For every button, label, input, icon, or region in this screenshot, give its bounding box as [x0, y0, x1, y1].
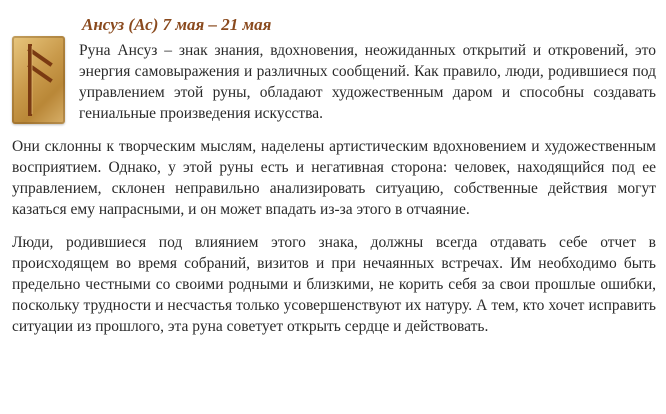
paragraph-3: Люди, родившиеся под влиянием этого знака, должны всегда отдавать себе отчет в происходящем во время собраний, визитов и при нечаянных встречах. Им необходимо быть предельно честными со своими родными и близкими, не корить себя за свои прошлые ошибки, поскольку трудности и несчастья только усовершенствуют их натуру. А тем, кто хочет исправить ситуации из прошлого, эта руна советует открыть сердце и действовать.: [12, 234, 656, 335]
paragraph-1: Руна Ансуз – знак знания, вдохновения, неожиданных открытий и откровений, это энергия самовыражения и различных сообщений. Как правило, люди, родившиеся под управлением этой руны, обладают художественным даром и способны создавать гениальные произведения искусства.: [79, 42, 656, 122]
article-title: Ансуз (Ас) 7 мая – 21 мая: [82, 15, 272, 34]
paragraph-2: Они склонны к творческим мыслям, наделены артистическим вдохновением и художественным восприятием. Однако, у этой руны есть и негативная сторона: человек, находящийся под ее управлением, склонен неправильно анализировать ситуацию, собственные действия могут казаться ему напрасными, и он может впадать из-за этого в отчаяние.: [12, 138, 656, 218]
rune-ansuz-icon: [12, 36, 65, 124]
article: [12, 14, 656, 337]
rune-glyph: [12, 36, 65, 124]
